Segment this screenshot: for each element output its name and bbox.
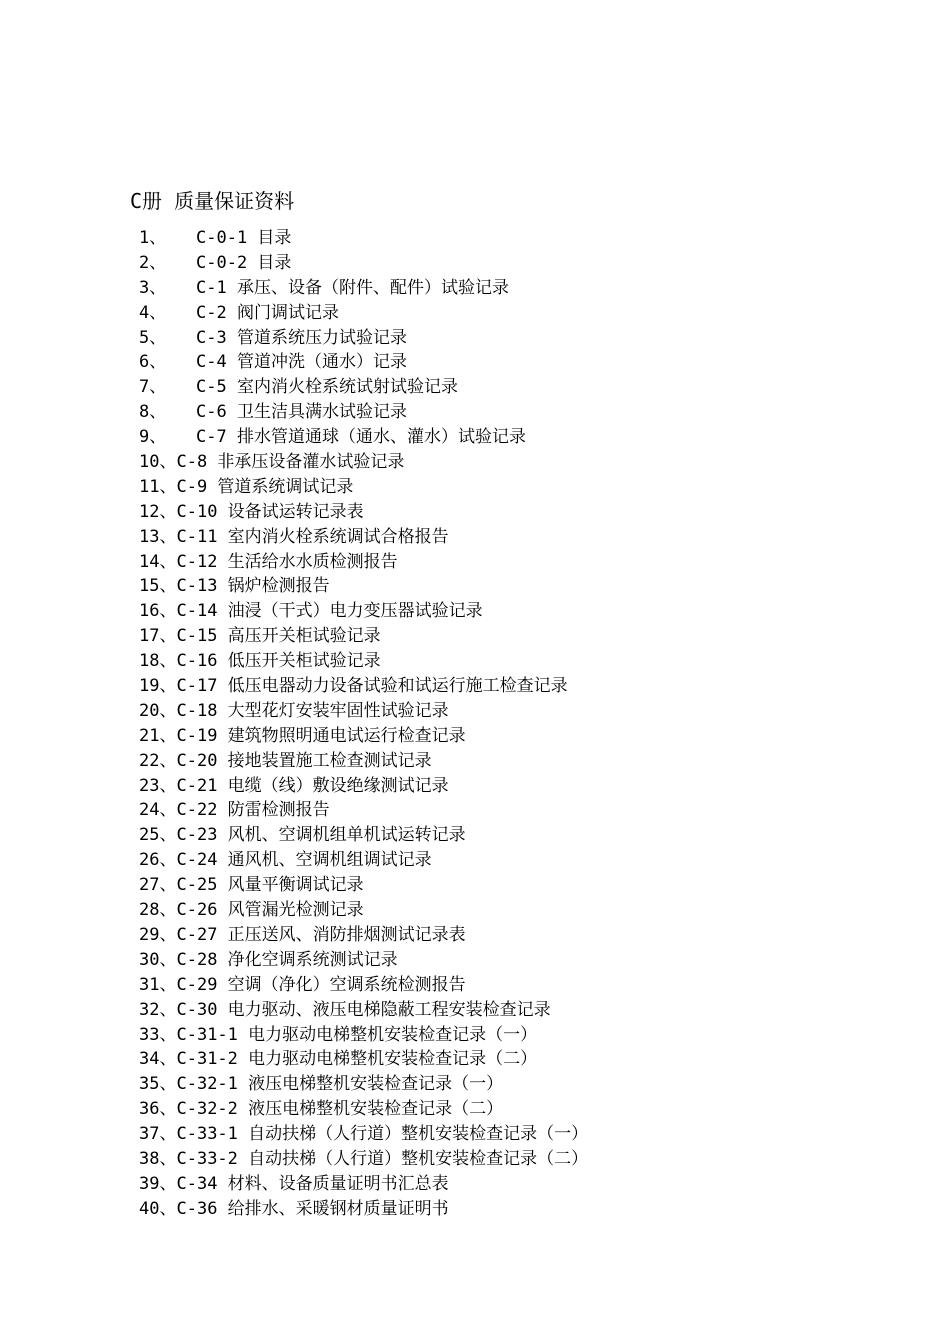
toc-item — [139, 1147, 588, 1172]
toc-item-title: C-23 风机、空调机组单机试运转记录 — [176, 825, 466, 846]
toc-item-number: 28、 — [139, 900, 177, 921]
toc-item-title: C-10 设备试运转记录表 — [176, 501, 364, 522]
toc-item — [139, 798, 588, 823]
toc-item-number: 37、 — [139, 1124, 177, 1145]
toc-item — [139, 948, 588, 973]
toc-item — [139, 326, 588, 351]
toc-item — [139, 699, 588, 724]
toc-item-number: 30、 — [139, 949, 177, 970]
toc-item-number: 3、 — [139, 277, 167, 298]
toc-item — [139, 1072, 588, 1097]
toc-item-number: 10、 — [139, 452, 177, 473]
toc-item-title: C-21 电缆（线）敷设绝缘测试记录 — [176, 775, 449, 796]
toc-item-title: C-0-2 目录 — [196, 252, 292, 273]
toc-item — [139, 624, 588, 649]
toc-item-title: C-6 卫生洁具满水试验记录 — [196, 402, 407, 423]
toc-item-number: 35、 — [139, 1074, 177, 1095]
toc-item-title: C-27 正压送风、消防排烟测试记录表 — [176, 924, 466, 945]
toc-item-number: 26、 — [139, 850, 177, 871]
toc-item — [139, 450, 588, 475]
toc-item-number: 5、 — [139, 327, 167, 348]
toc-item-number: 8、 — [139, 402, 167, 423]
toc-item — [139, 749, 588, 774]
toc-item-title: C-32-1 液压电梯整机安装检查记录（一） — [176, 1074, 504, 1095]
toc-item-number: 13、 — [139, 526, 177, 547]
toc-item-title: C-25 风量平衡调试记录 — [176, 875, 364, 896]
toc-item-number: 6、 — [139, 352, 167, 373]
toc-item — [139, 848, 588, 873]
toc-item-title: C-29 空调（净化）空调系统检测报告 — [176, 974, 466, 995]
toc-item — [139, 251, 588, 276]
toc-item-number: 24、 — [139, 800, 177, 821]
page-title: C册 质量保证资料 — [130, 189, 295, 213]
toc-item-title: C-22 防雷检测报告 — [176, 800, 330, 821]
toc-item — [139, 550, 588, 575]
toc-item-title: C-30 电力驱动、液压电梯隐蔽工程安装检查记录 — [176, 999, 551, 1020]
toc-item-number: 39、 — [139, 1173, 177, 1194]
toc-item-number: 21、 — [139, 725, 177, 746]
toc-item-title: C-5 室内消火栓系统试射试验记录 — [196, 377, 458, 398]
toc-item-number: 7、 — [139, 377, 167, 398]
toc-item — [139, 873, 588, 898]
toc-item — [139, 226, 588, 251]
toc-item — [139, 674, 588, 699]
toc-item-title: C-20 接地装置施工检查测试记录 — [176, 750, 432, 771]
toc-item-title: C-31-1 电力驱动电梯整机安装检查记录（一） — [176, 1024, 538, 1045]
toc-item — [139, 1097, 588, 1122]
toc-item-title: C-9 管道系统调试记录 — [176, 476, 354, 497]
toc-item-number: 17、 — [139, 626, 177, 647]
toc-item — [139, 375, 588, 400]
toc-item — [139, 1122, 588, 1147]
toc-item-number: 27、 — [139, 875, 177, 896]
toc-item — [139, 400, 588, 425]
toc-item-title: C-15 高压开关柜试验记录 — [176, 626, 381, 647]
toc-item-title: C-31-2 电力驱动电梯整机安装检查记录（二） — [176, 1049, 538, 1070]
toc-item — [139, 649, 588, 674]
toc-item — [139, 1172, 588, 1197]
toc-item — [139, 724, 588, 749]
toc-item-title: C-2 阀门调试记录 — [196, 302, 339, 323]
toc-item-number: 25、 — [139, 825, 177, 846]
toc-item-number: 23、 — [139, 775, 177, 796]
toc-item — [139, 599, 588, 624]
toc-item-number: 12、 — [139, 501, 177, 522]
toc-item — [139, 425, 588, 450]
toc-item — [139, 525, 588, 550]
toc-item-title: C-28 净化空调系统测试记录 — [176, 949, 398, 970]
toc-item — [139, 475, 588, 500]
toc-item-number: 38、 — [139, 1148, 177, 1169]
toc-item-title: C-14 油浸（干式）电力变压器试验记录 — [176, 601, 483, 622]
toc-item-title: C-34 材料、设备质量证明书汇总表 — [176, 1173, 449, 1194]
toc-item-number: 4、 — [139, 302, 167, 323]
toc-item-number: 18、 — [139, 651, 177, 672]
toc-item-title: C-11 室内消火栓系统调试合格报告 — [176, 526, 449, 547]
toc-item — [139, 574, 588, 599]
toc-item — [139, 998, 588, 1023]
toc-item-title: C-18 大型花灯安装牢固性试验记录 — [176, 700, 449, 721]
toc-item — [139, 1023, 588, 1048]
toc-item — [139, 350, 588, 375]
toc-item-number: 15、 — [139, 576, 177, 597]
toc-item-title: C-7 排水管道通球（通水、灌水）试验记录 — [196, 427, 526, 448]
toc-item-title: C-33-2 自动扶梯（人行道）整机安装检查记录（二） — [176, 1148, 589, 1169]
toc-item-title: C-33-1 自动扶梯（人行道）整机安装检查记录（一） — [176, 1124, 589, 1145]
toc-item-title: C-1 承压、设备（附件、配件）试验记录 — [196, 277, 509, 298]
toc-item-title: C-8 非承压设备灌水试验记录 — [176, 452, 405, 473]
toc-item-number: 32、 — [139, 999, 177, 1020]
toc-item-title: C-0-1 目录 — [196, 228, 292, 248]
toc-item-number: 36、 — [139, 1099, 177, 1120]
toc-item — [139, 1197, 588, 1222]
toc-item-number: 19、 — [139, 676, 177, 697]
toc-item-number: 22、 — [139, 750, 177, 771]
toc-item — [139, 774, 588, 799]
toc-item-title: C-17 低压电器动力设备试验和试运行施工检查记录 — [176, 676, 568, 697]
toc-item — [139, 923, 588, 948]
toc-item — [139, 823, 588, 848]
toc-item-title: C-3 管道系统压力试验记录 — [196, 327, 407, 348]
toc-item-number: 2、 — [139, 252, 167, 273]
toc-item-title: C-12 生活给水水质检测报告 — [176, 551, 398, 572]
toc-item-number: 29、 — [139, 924, 177, 945]
toc-item — [139, 301, 588, 326]
toc-item-title: C-4 管道冲洗（通水）记录 — [196, 352, 407, 373]
toc-item-title: C-36 给排水、采暖钢材质量证明书 — [176, 1198, 449, 1219]
toc-item-number: 40、 — [139, 1198, 177, 1219]
toc-item — [139, 898, 588, 923]
toc-item-title: C-13 锅炉检测报告 — [176, 576, 330, 597]
toc-item-title: C-32-2 液压电梯整机安装检查记录（二） — [176, 1099, 504, 1120]
toc-item — [139, 973, 588, 998]
toc-item-number: 11、 — [139, 476, 177, 497]
toc-item-number: 14、 — [139, 551, 177, 572]
toc-item-number: 31、 — [139, 974, 177, 995]
toc-item-number: 20、 — [139, 700, 177, 721]
toc-item — [139, 500, 588, 525]
toc-item-title: C-24 通风机、空调机组调试记录 — [176, 850, 432, 871]
toc-item-title: C-26 风管漏光检测记录 — [176, 900, 364, 921]
toc-item-number: 16、 — [139, 601, 177, 622]
toc-item — [139, 276, 588, 301]
toc-item — [139, 1047, 588, 1072]
toc-item-title: C-19 建筑物照明通电试运行检查记录 — [176, 725, 466, 746]
toc-item-title: C-16 低压开关柜试验记录 — [176, 651, 381, 672]
toc-item-number: 9、 — [139, 427, 167, 448]
toc-list — [139, 226, 588, 1222]
toc-item-number: 34、 — [139, 1049, 177, 1070]
toc-item-number: 1、 — [139, 228, 167, 248]
toc-item-number: 33、 — [139, 1024, 177, 1045]
